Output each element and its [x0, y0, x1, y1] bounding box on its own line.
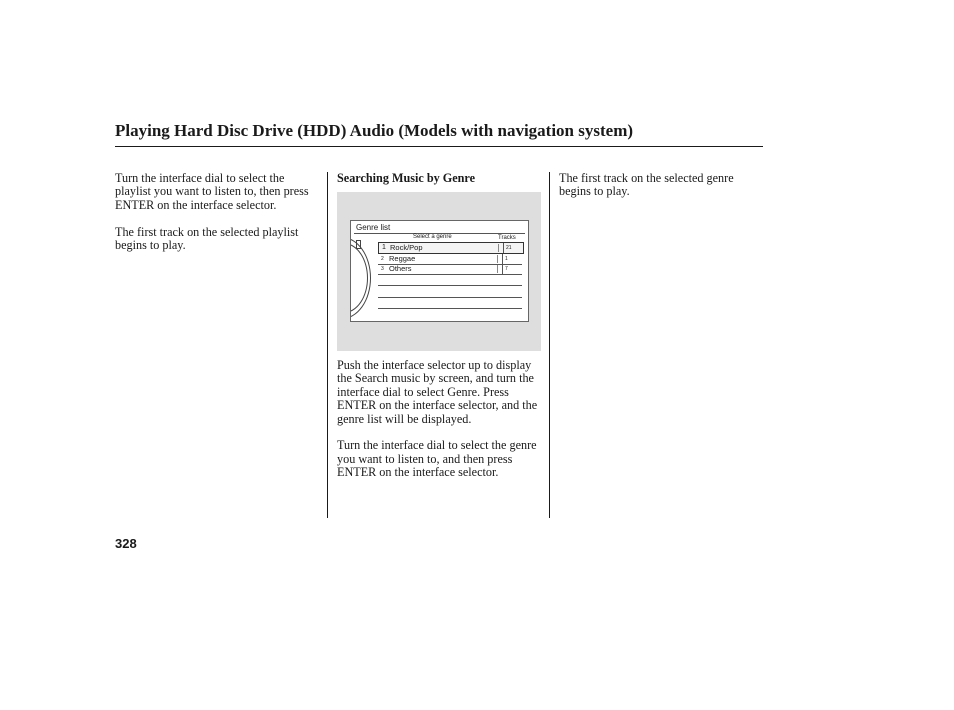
list-item-empty	[378, 287, 522, 298]
paragraph: Turn the interface dial to select the playlist you want to listen to, then press ENTER on the interface selector.	[115, 171, 309, 212]
list-item-name: Reggae	[389, 254, 416, 263]
list-item-number: 1	[382, 244, 386, 251]
page-number: 328	[115, 536, 137, 551]
paragraph: Turn the interface dial to select the genre you want to listen to, and then press ENTER on the interface selector.	[337, 438, 537, 480]
screen-title: Genre list	[356, 223, 391, 232]
list-item-name: Others	[389, 264, 412, 273]
paragraph: The first track on the selected genre begins to play.	[559, 171, 734, 199]
paragraph: The first track on the selected playlist begins to play.	[115, 224, 299, 253]
list-item-empty	[378, 275, 522, 286]
column-right	[559, 172, 765, 212]
list-item-count: 1	[502, 254, 522, 264]
column-left	[115, 172, 313, 266]
genre-list-figure	[337, 192, 541, 351]
scrollbar-icon	[356, 240, 361, 249]
screen-subtitle: Select a genre	[413, 234, 452, 240]
list-item-number: 2	[381, 256, 384, 262]
column-divider	[327, 172, 328, 518]
paragraph: Push the interface selector up to display the Search music by screen, and turn the interface dial to select Genre. Press ENTER on the interface selector, and the genre list will be displayed.	[337, 358, 538, 426]
list-item-count: 21	[503, 243, 523, 253]
column-middle-text	[337, 359, 541, 493]
list-item-empty	[378, 298, 522, 309]
list-item-name: Rock/Pop	[390, 243, 423, 252]
list-item[interactable]	[378, 264, 522, 275]
list-item-count: 7	[502, 264, 522, 274]
title-divider	[115, 146, 763, 147]
tracks-header: Tracks	[498, 235, 516, 241]
list-item-number: 3	[381, 266, 384, 272]
page-title: Playing Hard Disc Drive (HDD) Audio (Models with navigation system)	[115, 121, 634, 140]
section-heading: Searching Music by Genre	[337, 171, 476, 185]
column-divider	[549, 172, 550, 518]
list-item[interactable]	[378, 242, 524, 254]
nav-screen	[350, 220, 529, 322]
